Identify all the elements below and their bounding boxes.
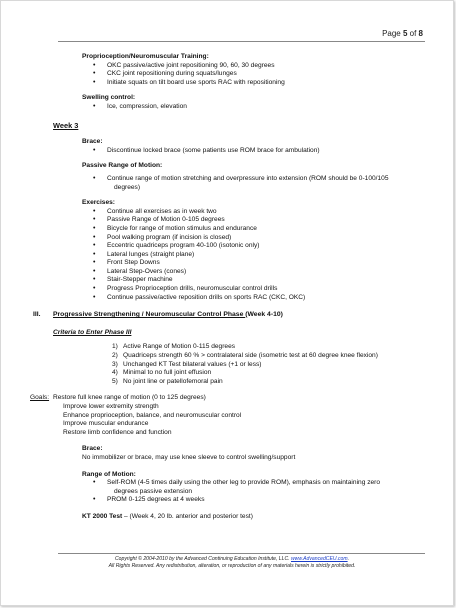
rom-heading: Range of Motion: <box>82 470 136 478</box>
list-item: • Continue passive/active reposition drills on sports RAC (CKC, OKC) <box>93 294 433 303</box>
list-item: 5) No joint line or patellofemoral pain <box>112 377 223 385</box>
kt-test-line <box>82 513 433 522</box>
list-item: 4) Minimal to no full joint effusion <box>112 369 212 377</box>
goals-label: Goals: <box>30 394 50 402</box>
brace-list <box>53 147 433 156</box>
rom-list <box>53 479 433 505</box>
list-item: 3) Unchanged KT Test bilateral values (+1 or less) <box>112 360 262 368</box>
criteria-list <box>53 343 433 386</box>
list-item: • Eccentric quadriceps program 40-100 (isotonic only) <box>93 242 433 251</box>
list-item: • Stair-Stepper machine <box>93 276 433 285</box>
goals-block <box>30 394 433 437</box>
phase3-brace-heading: Brace: <box>82 445 103 453</box>
list-item: • Front Step Downs <box>93 259 433 268</box>
section-title: Progressive Strengthening / Neuromuscular Control Phase <box>53 311 246 319</box>
list-item: • Continue range of motion stretching and overpressure into extension (ROM should be 0-100/105 degrees) <box>93 175 433 192</box>
kt-test-text: – (Week 4, 20 lb. anterior and posterior test) <box>122 512 253 520</box>
section-weeks: (Week 4-10) <box>245 311 283 319</box>
list-item: • PROM 0-125 degrees at 4 weeks <box>93 496 433 505</box>
list-item: • Continue all exercises as in week two <box>93 208 433 217</box>
swelling-list <box>53 103 433 112</box>
page-content <box>30 53 433 522</box>
list-item: • Pool walking program (if incision is closed) <box>93 234 433 243</box>
list-item: • Initiate squats on tilt board use sports RAC with repositioning <box>93 79 433 88</box>
section-numeral: III. <box>33 311 41 319</box>
prom-list <box>53 175 433 192</box>
list-item: • CKC joint repositioning during squats/lunges <box>93 70 433 79</box>
week-3-heading: Week 3 <box>53 120 79 130</box>
list-item: • OKC passive/active joint repositioning 90, 60, 30 degrees <box>93 62 433 71</box>
list-item: • Bicycle for range of motion stimulus and endurance <box>93 225 433 234</box>
list-item: • Progress Proprioception drills, neuromuscular control drills <box>93 285 433 294</box>
list-item: • Lateral Step-Overs (cones) <box>93 268 433 277</box>
list-item: 2) Quadriceps strength 60 % > contralateral side (isometric test at 60 degree knee flexion) <box>112 352 378 360</box>
goal-item: Improve lower extremity strength <box>63 403 159 410</box>
swelling-heading: Swelling control: <box>82 94 136 102</box>
kt-test-label: KT 2000 Test <box>82 512 123 520</box>
proprioception-heading: Proprioception/Neuromuscular Training: <box>82 53 209 60</box>
proprioception-list <box>53 62 433 88</box>
list-item: • Discontinue locked brace (some patients use ROM brace for ambulation) <box>93 147 433 156</box>
criteria-heading: Criteria to Enter Phase III <box>53 328 132 336</box>
list-item: • Passive Range of Motion 0-105 degrees <box>93 216 433 225</box>
goal-item: Enhance proprioception, balance, and neuromuscular control <box>63 411 242 419</box>
page-number: Page 5 of 8 <box>382 29 423 38</box>
list-item: • Self-ROM (4-5 times daily using the other leg to provide ROM), emphasis on maintaining zero degrees passive extension <box>93 479 433 496</box>
phase3-brace-text: No immobilizer or brace, may use knee sleeve to control swelling/support <box>82 453 296 461</box>
prom-heading: Passive Range of Motion: <box>82 162 163 170</box>
goal-item: Improve muscular endurance <box>63 420 149 428</box>
footer-copyright: Copyright © 2004-2010 by the Advanced Continuing Education Institute, LLC. www.AdvancedCEU.com. All Rights Reserved. Any redistribution, alteration, or reproduction of any materials herein is strictly prohibited. <box>108 556 356 569</box>
website-link[interactable]: www.AdvancedCEU.com <box>290 556 348 562</box>
brace-heading: Brace: <box>82 138 103 146</box>
exercises-heading: Exercises: <box>82 199 115 207</box>
header-divider <box>58 41 425 42</box>
list-item: • Lateral lunges (straight plane) <box>93 251 433 260</box>
list-item: 1) Active Range of Motion 0-115 degrees <box>112 343 236 351</box>
phase-3-heading <box>33 311 433 320</box>
list-item: • Ice, compression, elevation <box>93 103 433 112</box>
goal-item: Restore limb confidence and function <box>63 428 172 436</box>
goal-item: Restore full knee range of motion (0 to 125 degrees) <box>53 394 206 402</box>
footer-divider <box>58 553 425 554</box>
exercises-list <box>53 208 433 303</box>
